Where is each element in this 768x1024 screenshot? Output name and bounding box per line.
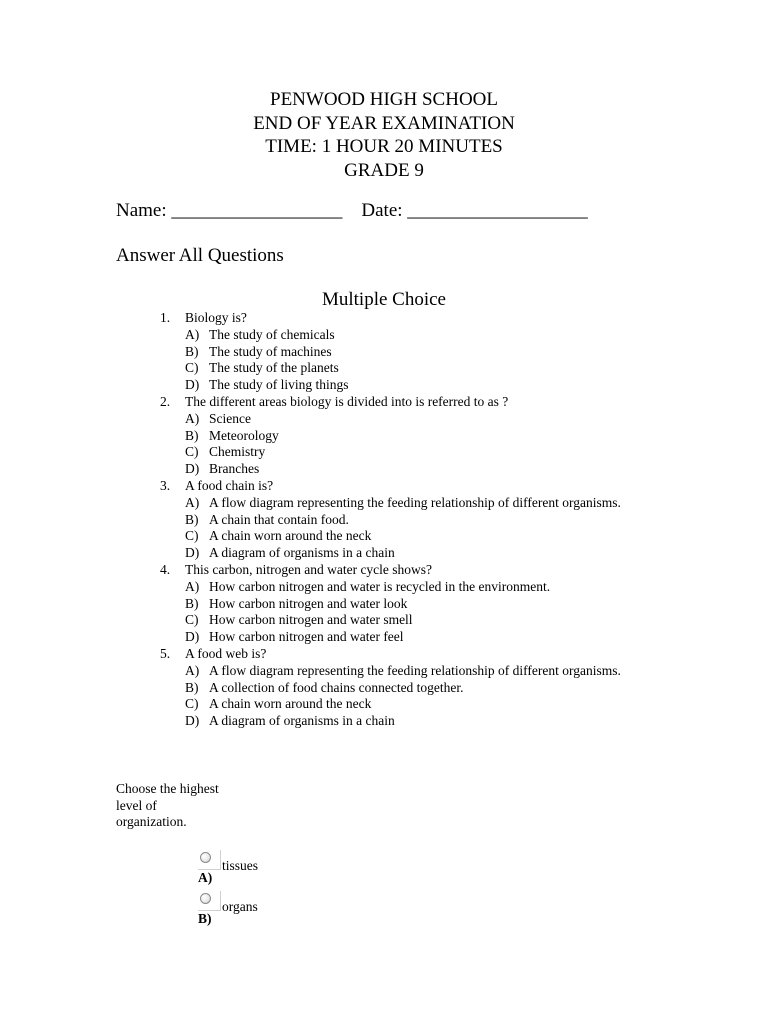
answer-option: [160, 528, 630, 545]
answer-option: [160, 629, 630, 646]
option-letter: C): [185, 360, 199, 376]
question-number: 2.: [160, 393, 171, 409]
option-text: A chain worn around the neck: [209, 528, 372, 544]
option-text: Science: [209, 410, 251, 426]
option-letter: A): [185, 410, 200, 426]
question-item: [160, 394, 630, 411]
school-name: PENWOOD HIGH SCHOOL: [270, 89, 498, 110]
question-number: 5.: [160, 645, 171, 661]
radio-option-letter: A): [198, 870, 213, 885]
question-number: 3.: [160, 477, 171, 493]
answer-option: [160, 461, 630, 478]
answer-option: [160, 596, 630, 613]
option-text: A chain that contain food.: [209, 511, 349, 527]
option-letter: D): [185, 461, 200, 477]
option-text: The study of the planets: [209, 360, 339, 376]
answer-option: [160, 713, 630, 730]
answer-option: [160, 411, 630, 428]
question-text: This carbon, nitrogen and water cycle shows?: [185, 561, 433, 577]
option-letter: D): [185, 545, 200, 561]
radio-option-label: organs: [222, 899, 258, 914]
option-letter: B): [185, 511, 199, 527]
option-text: How carbon nitrogen and water look: [209, 595, 408, 611]
option-letter: A): [185, 494, 200, 510]
question-number: 1.: [160, 310, 171, 325]
option-text: The study of chemicals: [209, 326, 335, 342]
radio-option-letter: B): [198, 911, 212, 926]
option-letter: B): [185, 595, 199, 611]
radio-button-icon[interactable]: [200, 852, 211, 863]
question-list: [160, 310, 630, 730]
answer-option: [160, 327, 630, 344]
answer-option: [160, 495, 630, 512]
answer-option: [160, 377, 630, 394]
option-letter: C): [185, 444, 199, 460]
option-text: How carbon nitrogen and water is recycled in the environment.: [209, 578, 551, 594]
answer-option: [160, 344, 630, 361]
option-text: A diagram of organisms in a chain: [209, 545, 395, 561]
option-letter: D): [185, 629, 200, 645]
answer-option: [160, 360, 630, 377]
radio-option-label: tissues: [222, 858, 259, 873]
answer-option: [160, 512, 630, 529]
option-text: Meteorology: [209, 427, 279, 443]
question-text: A food chain is?: [185, 477, 274, 493]
name-date-line: Name: __________________ Date: ___________________: [116, 200, 588, 221]
answer-option: [160, 444, 630, 461]
option-text: A chain worn around the neck: [209, 696, 372, 712]
option-letter: A): [185, 662, 200, 678]
answer-option: [160, 663, 630, 680]
question-text: The different areas biology is divided into is referred to as ?: [185, 393, 509, 409]
option-letter: B): [185, 427, 199, 443]
option-text: How carbon nitrogen and water smell: [209, 612, 413, 628]
question-item: [160, 310, 630, 327]
option-text: The study of machines: [209, 343, 332, 359]
exam-title: END OF YEAR EXAMINATION: [253, 112, 515, 134]
question-item: [160, 562, 630, 579]
exam-time: TIME: 1 HOUR 20 MINUTES: [265, 136, 503, 157]
answer-option: [160, 612, 630, 629]
option-letter: C): [185, 696, 199, 712]
question-text: A food web is?: [185, 645, 267, 661]
question-text: Biology is?: [185, 310, 247, 325]
option-letter: A): [185, 326, 200, 342]
question-item: [160, 478, 630, 495]
option-text: A flow diagram representing the feeding relationship of different organisms.: [209, 494, 621, 510]
answer-option: [160, 579, 630, 596]
question-number: 4.: [160, 561, 171, 577]
exam-grade: GRADE 9: [344, 159, 424, 181]
option-letter: C): [185, 528, 199, 544]
option-text: A collection of food chains connected together.: [209, 679, 464, 695]
option-letter: D): [185, 377, 200, 393]
question-item: [160, 646, 630, 663]
option-letter: D): [185, 713, 200, 729]
radio-button-icon[interactable]: [200, 893, 211, 904]
option-letter: C): [185, 612, 199, 628]
answer-option: [160, 680, 630, 697]
option-text: A diagram of organisms in a chain: [209, 713, 395, 729]
exam-header: [0, 88, 768, 182]
answer-option: [160, 696, 630, 713]
option-text: A flow diagram representing the feeding relationship of different organisms.: [209, 662, 621, 678]
form-question-text: Choose the highest level of organization.: [116, 781, 219, 830]
option-letter: B): [185, 679, 199, 695]
section-title: Multiple Choice: [321, 289, 446, 310]
option-text: Chemistry: [209, 444, 266, 460]
option-text: Branches: [209, 461, 260, 477]
instruction-text: Answer All Questions: [116, 245, 284, 266]
answer-option: [160, 545, 630, 562]
option-text: How carbon nitrogen and water feel: [209, 629, 404, 645]
option-text: The study of living things: [209, 377, 349, 393]
option-letter: A): [185, 578, 200, 594]
answer-option: [160, 428, 630, 445]
option-letter: B): [185, 343, 199, 359]
